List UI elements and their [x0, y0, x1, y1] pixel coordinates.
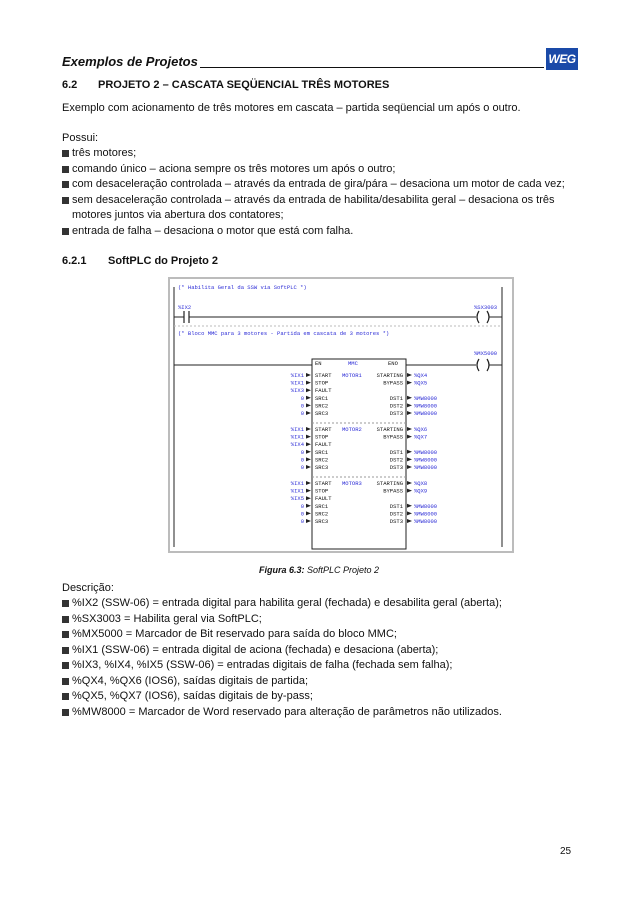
output-pin-label: DST2	[389, 402, 403, 410]
motor-name: MOTOR1	[342, 372, 362, 379]
output-variable: %QX8	[414, 480, 428, 487]
motor-name: MOTOR2	[342, 426, 362, 433]
output-arrow-icon	[407, 396, 412, 400]
input-variable: 0	[300, 518, 304, 525]
output-pin-label: DST1	[389, 448, 403, 456]
diagram-comment-1: (* Habilita Geral da SSW via SoftPLC *)	[178, 284, 307, 291]
input-variable: %IX4	[290, 441, 304, 449]
coil-label: %SX3003	[474, 304, 498, 311]
output-arrow-icon	[407, 411, 412, 415]
weg-logo: WEG	[546, 48, 578, 70]
input-arrow-icon	[306, 511, 311, 515]
list-item: sem desaceleração controlada – através da entrada de habilita/desabilita geral – desaciona os três motores juntos via abertura dos contatores;	[62, 193, 584, 224]
output-arrow-icon	[407, 511, 412, 515]
output-pin-label: DST1	[389, 502, 403, 510]
input-pin-label: FAULT	[315, 441, 332, 449]
input-variable: %IX1	[290, 433, 304, 441]
input-variable: %IX1	[290, 480, 304, 487]
input-arrow-icon	[306, 481, 311, 485]
output-pin-label: DST2	[389, 456, 403, 464]
list-item: %IX2 (SSW-06) = entrada digital para habilita geral (fechada) e desabilita geral (aberta);	[62, 596, 584, 612]
page-header	[62, 48, 578, 72]
input-pin-label: FAULT	[315, 495, 332, 503]
list-item: %IX3, %IX4, %IX5 (SSW-06) = entradas digitais de falha (fechada sem falha);	[62, 658, 584, 674]
motor-name: MOTOR3	[342, 480, 362, 487]
output-pin-label: DST2	[389, 510, 403, 518]
input-variable: 0	[300, 456, 304, 464]
input-pin-label: START	[315, 480, 332, 487]
input-arrow-icon	[306, 450, 311, 454]
output-variable: %MW8000	[414, 518, 438, 525]
mmc-coil-label: %MX5000	[474, 350, 498, 357]
descricao-list	[62, 596, 584, 720]
output-arrow-icon	[407, 435, 412, 439]
input-arrow-icon	[306, 442, 311, 446]
input-variable: %IX1	[290, 372, 304, 379]
header-title: Exemplos de Projetos	[62, 54, 198, 69]
contact-label: %IX2	[178, 304, 192, 311]
input-variable: 0	[300, 510, 304, 518]
output-pin-label: DST1	[389, 394, 403, 402]
caption-label: Figura 6.3:	[258, 565, 305, 575]
output-pin-label: DST3	[389, 464, 403, 471]
input-arrow-icon	[306, 411, 311, 415]
input-arrow-icon	[306, 519, 311, 523]
input-pin-label: SRC3	[315, 410, 329, 417]
output-arrow-icon	[407, 519, 412, 523]
output-arrow-icon	[407, 489, 412, 493]
input-variable: 0	[300, 394, 304, 402]
input-variable: 0	[300, 410, 304, 417]
output-variable: %QX6	[414, 426, 428, 433]
block-name: MMC	[348, 360, 358, 367]
input-variable: 0	[300, 464, 304, 471]
input-variable: 0	[300, 448, 304, 456]
input-pin-label: STOP	[315, 487, 329, 495]
input-pin-label: SRC2	[315, 402, 329, 410]
figure-caption	[0, 565, 638, 575]
caption-text: SoftPLC Projeto 2	[306, 565, 380, 575]
output-arrow-icon	[407, 465, 412, 469]
output-variable: %QX7	[414, 433, 428, 441]
input-variable: %IX5	[290, 495, 304, 503]
input-pin-label: FAULT	[315, 387, 332, 395]
section-number: 6.2	[62, 79, 78, 91]
coil-icon	[477, 359, 489, 371]
output-arrow-icon	[407, 481, 412, 485]
output-variable: %MW8000	[414, 402, 438, 410]
normally-open-contact-icon	[184, 311, 189, 323]
input-variable: %IX1	[290, 487, 304, 495]
input-pin-label: SRC1	[315, 394, 329, 402]
subsection-heading	[62, 255, 218, 267]
input-pin-label: SRC1	[315, 502, 329, 510]
output-arrow-icon	[407, 381, 412, 385]
input-arrow-icon	[306, 465, 311, 469]
input-pin-label: STOP	[315, 379, 329, 387]
input-pin-label: SRC3	[315, 518, 329, 525]
output-pin-label: STARTING	[376, 372, 403, 379]
output-pin-label: BYPASS	[383, 433, 403, 441]
input-variable: %IX3	[290, 387, 304, 395]
list-item: %MX5000 = Marcador de Bit reservado para saída do bloco MMC;	[62, 627, 584, 643]
output-variable: %MW8000	[414, 502, 438, 510]
input-variable: %IX1	[290, 426, 304, 433]
list-item: %QX5, %QX7 (IOS6), saídas digitais de by-pass;	[62, 689, 584, 705]
possui-label: Possui:	[62, 132, 99, 144]
output-pin-label: BYPASS	[383, 487, 403, 495]
section-heading	[62, 79, 389, 91]
output-pin-label: STARTING	[376, 480, 403, 487]
output-pin-label: DST3	[389, 518, 403, 525]
output-arrow-icon	[407, 403, 412, 407]
coil-icon	[477, 311, 489, 323]
output-arrow-icon	[407, 427, 412, 431]
list-item: %IX1 (SSW-06) = entrada digital de aciona (fechada) e desaciona (aberta);	[62, 643, 584, 659]
input-arrow-icon	[306, 489, 311, 493]
list-item: %SX3003 = Habilita geral via SoftPLC;	[62, 612, 584, 628]
list-item: com desaceleração controlada – através da entrada de gira/pára – desaciona um motor de cada vez;	[62, 177, 584, 193]
output-variable: %MW8000	[414, 510, 438, 518]
input-pin-label: STOP	[315, 433, 329, 441]
subsection-number: 6.2.1	[62, 255, 87, 267]
input-arrow-icon	[306, 496, 311, 500]
input-arrow-icon	[306, 373, 311, 377]
input-arrow-icon	[306, 504, 311, 508]
output-variable: %QX9	[414, 487, 428, 495]
output-variable: %MW8000	[414, 456, 438, 464]
block-en-pin: EN	[315, 360, 322, 367]
output-pin-label: DST3	[389, 410, 403, 417]
input-pin-label: SRC1	[315, 448, 329, 456]
output-variable: %QX4	[414, 372, 428, 379]
input-arrow-icon	[306, 435, 311, 439]
output-arrow-icon	[407, 450, 412, 454]
input-arrow-icon	[306, 403, 311, 407]
output-arrow-icon	[407, 504, 412, 508]
diagram-comment-2: (* Bloco MMC para 3 motores - Partida em cascata de 3 motores *)	[178, 330, 390, 337]
list-item: comando único – aciona sempre os três motores um após o outro;	[62, 162, 584, 178]
output-arrow-icon	[407, 373, 412, 377]
output-pin-label: STARTING	[376, 426, 403, 433]
input-arrow-icon	[306, 388, 311, 392]
list-item: entrada de falha – desaciona o motor que está com falha.	[62, 224, 584, 240]
output-pin-label: BYPASS	[383, 379, 403, 387]
ladder-diagram	[168, 277, 514, 553]
page-number: 25	[560, 846, 572, 857]
output-variable: %MW8000	[414, 410, 438, 417]
input-variable: 0	[300, 402, 304, 410]
list-item: %MW8000 = Marcador de Word reservado para alteração de parâmetros não utilizados.	[62, 705, 584, 721]
list-item: %QX4, %QX6 (IOS6), saídas digitais de partida;	[62, 674, 584, 690]
input-pin-label: START	[315, 426, 332, 433]
input-arrow-icon	[306, 381, 311, 385]
input-arrow-icon	[306, 427, 311, 431]
input-pin-label: SRC2	[315, 510, 329, 518]
ladder-svg	[170, 279, 512, 551]
input-variable: 0	[300, 502, 304, 510]
output-variable: %MW8000	[414, 394, 438, 402]
possui-list	[62, 146, 584, 239]
section-title: PROJETO 2 – CASCATA SEQÜENCIAL TRÊS MOTORES	[98, 79, 390, 91]
output-arrow-icon	[407, 457, 412, 461]
intro-paragraph: Exemplo com acionamento de três motores em cascata – partida seqüencial um após o outro.	[62, 102, 521, 114]
block-eno-pin: ENO	[388, 360, 398, 367]
subsection-title: SoftPLC do Projeto 2	[108, 255, 218, 267]
output-variable: %MW8000	[414, 464, 438, 471]
output-variable: %MW8000	[414, 448, 438, 456]
descricao-label: Descrição:	[62, 582, 114, 594]
output-variable: %QX5	[414, 379, 428, 387]
input-pin-label: SRC2	[315, 456, 329, 464]
input-arrow-icon	[306, 457, 311, 461]
input-variable: %IX1	[290, 379, 304, 387]
input-pin-label: START	[315, 372, 332, 379]
input-pin-label: SRC3	[315, 464, 329, 471]
input-arrow-icon	[306, 396, 311, 400]
list-item: três motores;	[62, 146, 584, 162]
